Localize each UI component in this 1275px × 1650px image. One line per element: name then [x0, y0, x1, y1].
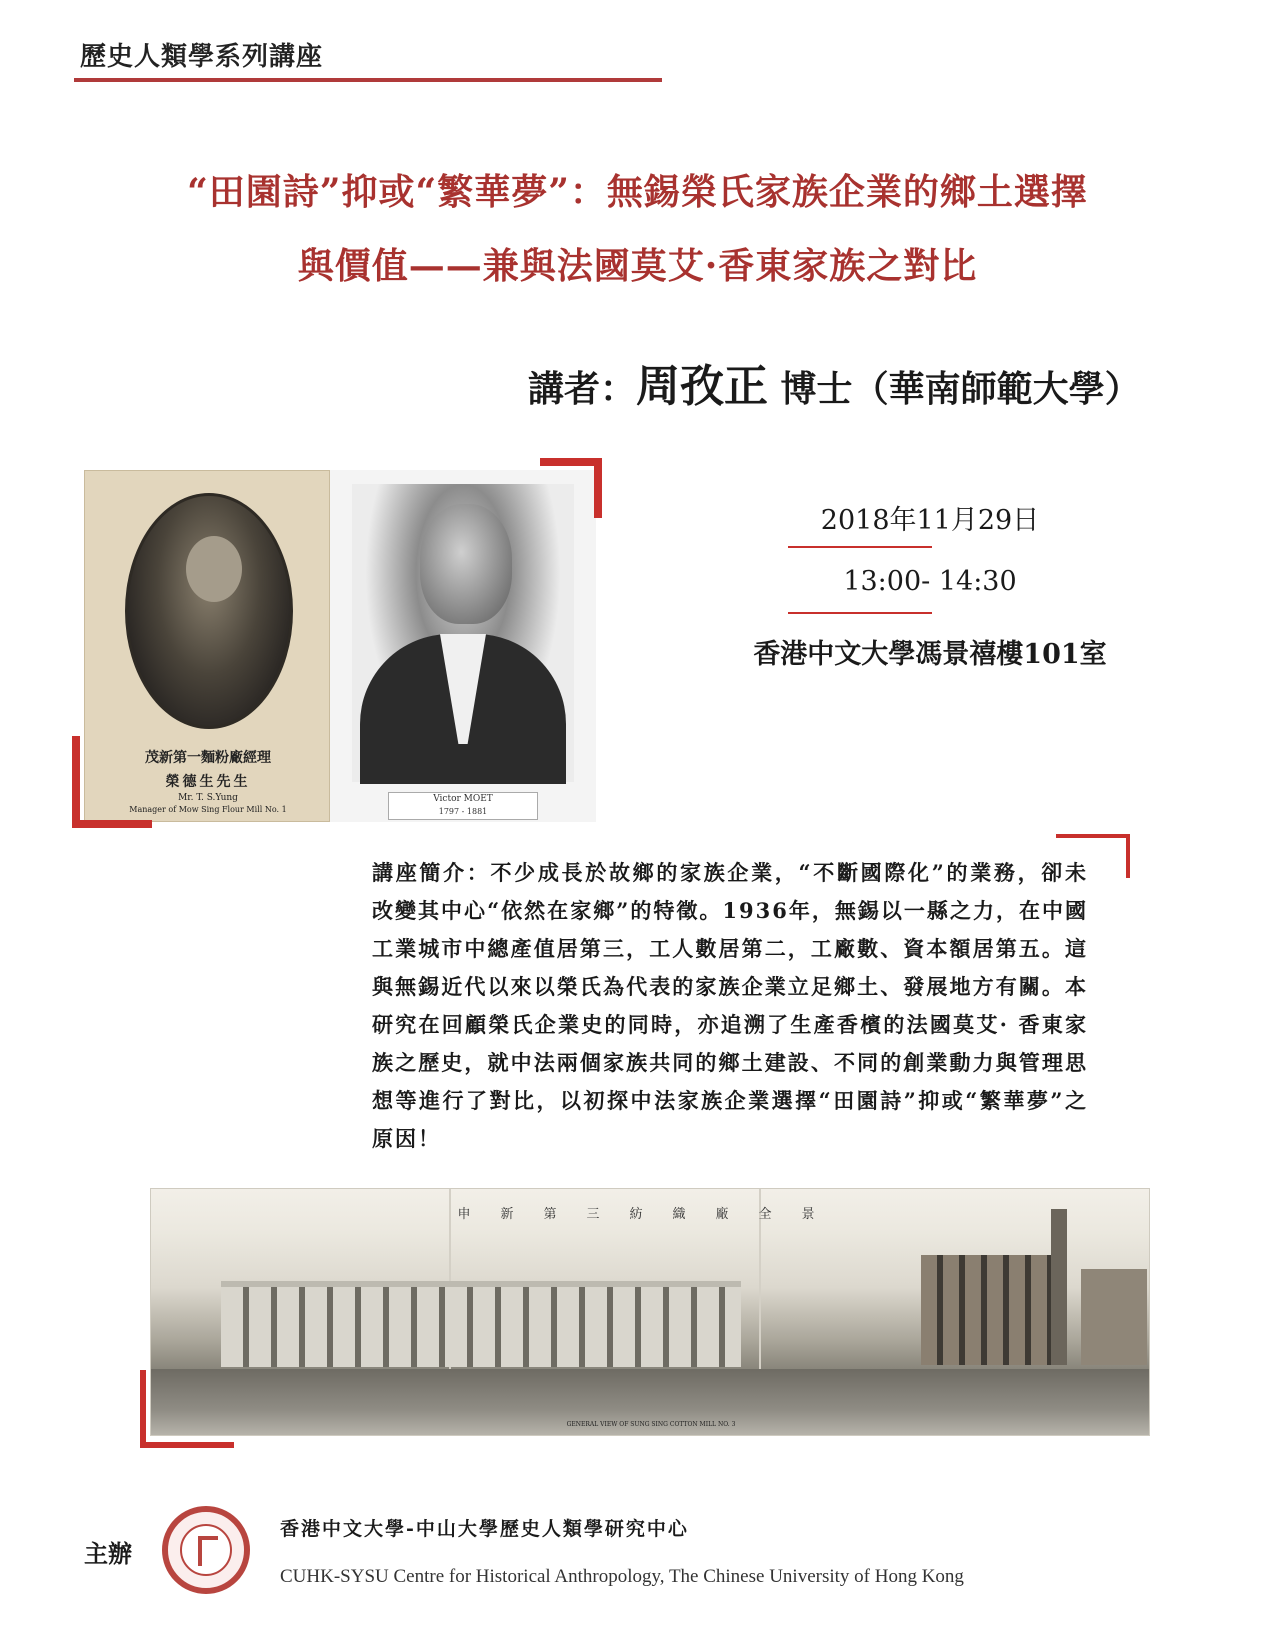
organizer-label: 主辦: [84, 1539, 132, 1568]
organizer-name-en: CUHK-SYSU Centre for Historical Anthropology, The Chinese University of Hong Kong: [280, 1566, 964, 1587]
seal-emblem-icon: [198, 1536, 218, 1566]
moet-caption-plate: [388, 792, 538, 820]
speaker-label: 講者：: [528, 368, 637, 410]
series-title: 歷史人類學系列講座: [80, 42, 324, 72]
mill-chimney: [1051, 1209, 1067, 1365]
portrait-caption-cn-1: 茂新第一麵粉廠經理: [145, 750, 271, 766]
event-date: 2018年11月29日: [820, 505, 1040, 536]
lecture-introduction: 講座簡介：不少成長於故鄉的家族企業，“不斷國際化”的業務，卻未改變其中心“依然在家鄉”的特徵。1936年，無錫以一縣之力，在中國工業城市中總產值居第三，工人數居第二，工廠數、資本額居第五。這與無錫近代以來以榮氏為代表的家族企業立足鄉土、發展地方有關。本研究在回顧榮氏企業史的同時，亦追溯了生產香檳的法國莫艾· 香東家族之歷史，就中法兩個家族共同的鄉土建設、不同的創業動力與管理思想等進行了對比，以初探中法家族企業選擇“田園詩”抑或“繁華夢”之原因！: [372, 860, 1088, 1151]
engraving-portrait: [352, 484, 574, 782]
speaker-line: [528, 350, 1141, 414]
portrait-face: [186, 536, 242, 602]
date-divider: [788, 546, 932, 548]
mill-photo-title: 申新第三紡織廠全景: [457, 1207, 845, 1222]
time-divider: [788, 612, 932, 614]
portrait-caption-cn-2: 榮德生先生: [165, 774, 251, 790]
speaker-name: 周孜正: [636, 361, 769, 412]
mill-building-long: [221, 1281, 741, 1367]
portrait-head: [420, 504, 512, 624]
photo-corner-top-right: [540, 458, 602, 518]
portrait-caption-en-2: Manager of Mow Sing Flour Mill No. 1: [129, 805, 287, 814]
lecture-title-line-2: 與價值——兼與法國莫艾·香東家族之對比: [297, 245, 978, 287]
mill-building-side: [1081, 1269, 1147, 1365]
portrait-victor-moet: [330, 470, 596, 822]
mill-building-tall: [921, 1255, 1051, 1365]
event-venue: 香港中文大學馮景禧樓101室: [753, 639, 1107, 670]
centre-seal-logo-icon: [162, 1506, 250, 1594]
photo-corner-bottom-left: [72, 736, 152, 828]
portrait-caption-en-1: Mr. T. S.Yung: [178, 793, 238, 803]
mill-corner-bottom-left: [140, 1370, 234, 1448]
lecture-title-line-1: “田園詩”抑或“繁華夢”：無錫榮氏家族企業的鄉土選擇: [187, 171, 1088, 213]
speaker-affiliation: （華南師範大學）: [852, 368, 1141, 410]
organizer-name-cn: 香港中文大學-中山大學歷史人類學研究中心: [280, 1518, 689, 1540]
event-time: 13:00- 14:30: [843, 566, 1017, 597]
moet-caption-years: 1797 - 1881: [438, 807, 488, 816]
seal-inner-ring: [180, 1524, 232, 1576]
moet-caption-name: Victor MOET: [433, 794, 493, 804]
oval-portrait-frame: [125, 493, 293, 729]
series-divider: [74, 78, 662, 82]
cotton-mill-photo: [150, 1188, 1150, 1436]
speaker-title: 博士: [768, 368, 853, 410]
mill-photo-caption: GENERAL VIEW OF SUNG SING COTTON MILL NO. 3: [566, 1421, 736, 1428]
